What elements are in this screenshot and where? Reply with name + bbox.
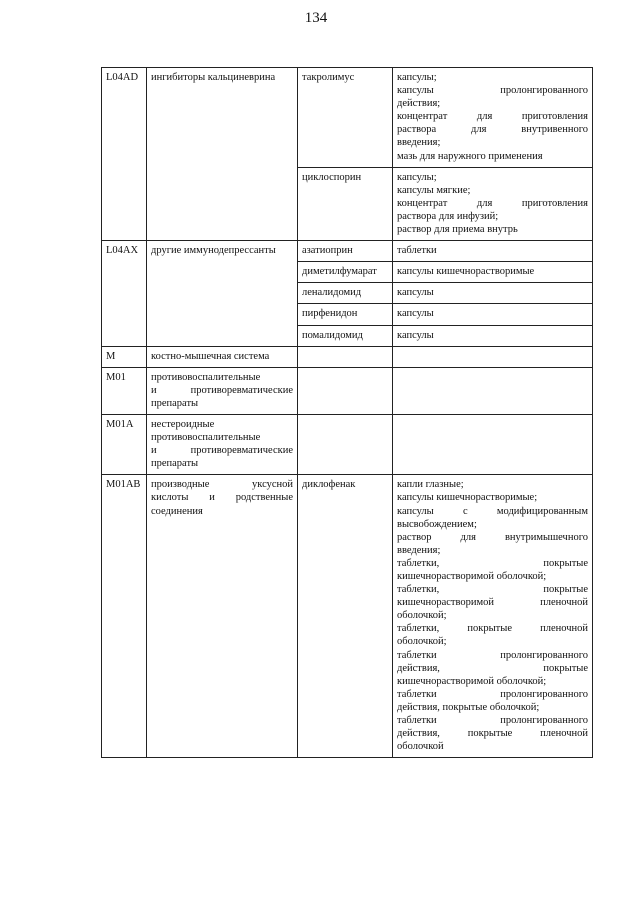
table-row: [102, 475, 593, 758]
text-line: действия, покрытые пленочной: [397, 728, 588, 740]
text-line: препараты: [151, 458, 199, 470]
text-line: мазь для наружного применения: [397, 150, 543, 162]
table-row: [102, 68, 593, 168]
text-line: капсулы пролонгированного: [397, 85, 588, 97]
drug-name-cell: циклоспорин: [298, 167, 393, 240]
text-line: препараты: [151, 397, 199, 409]
atc-code-cell: L04AX: [102, 241, 147, 346]
text-line: раствор для приема внутрь: [397, 224, 518, 236]
text-line: и противоревматические: [151, 384, 293, 396]
text-line: капсулы с модифицированным: [397, 505, 588, 517]
text-line: капсулы;: [397, 171, 437, 183]
text-line: кишечнорастворимой пленочной: [397, 597, 588, 609]
text-line: раствора для внутривенного: [397, 124, 588, 136]
table-body: [102, 68, 593, 758]
text-line: действия, покрытые оболочкой;: [397, 701, 540, 713]
text-line: концентрат для приготовления: [397, 111, 588, 123]
text-line: таблетки, покрытые: [397, 584, 588, 596]
text-line: и противоревматические: [151, 445, 293, 457]
text-line: производные уксусной: [151, 479, 293, 491]
drug-classification-table: [101, 67, 593, 758]
text-line: кишечнорастворимой оболочкой;: [397, 675, 547, 687]
text-line: таблетки пролонгированного: [397, 649, 588, 661]
anatomical-group-cell: [147, 414, 298, 474]
text-line: введения;: [397, 544, 441, 556]
text-line: высвобождением;: [397, 518, 477, 530]
dosage-forms-cell: [393, 414, 593, 474]
table-row: [102, 346, 593, 367]
text-line: капсулы мягкие;: [397, 184, 471, 196]
drug-name-cell: помалидомид: [298, 325, 393, 346]
atc-code-cell: M01: [102, 367, 147, 414]
drug-name-cell: пирфенидон: [298, 304, 393, 325]
dosage-forms-cell: [393, 262, 593, 283]
text-line: капли глазные;: [397, 479, 464, 491]
drug-name-cell: такролимус: [298, 68, 393, 168]
text-line: концентрат для приготовления: [397, 197, 588, 209]
text-line: таблетки пролонгированного: [397, 715, 588, 727]
text-line: таблетки, покрытые: [397, 557, 588, 569]
table-row: [102, 414, 593, 474]
anatomical-group-cell: [147, 367, 298, 414]
text-line: капсулы кишечнорастворимые: [397, 266, 535, 278]
drug-name-cell: леналидомид: [298, 283, 393, 304]
dosage-forms-cell: [393, 283, 593, 304]
text-line: кишечнорастворимой оболочкой;: [397, 571, 547, 582]
text-line: оболочкой: [397, 741, 444, 753]
text-line: таблетки, покрытые пленочной: [397, 623, 588, 635]
drug-name-cell: [298, 367, 393, 414]
text-line: капсулы кишечнорастворимые;: [397, 492, 538, 504]
drug-name-cell: диклофенак: [298, 475, 393, 758]
text-line: раствора для инфузий;: [397, 210, 499, 222]
dosage-forms-cell: [393, 304, 593, 325]
text-line: введения;: [397, 137, 441, 149]
anatomical-group-cell: [147, 68, 298, 241]
anatomical-group-cell: [147, 346, 298, 367]
anatomical-group-cell: [147, 475, 298, 758]
atc-code-cell: L04AD: [102, 68, 147, 241]
text-line: нестероидные: [151, 418, 215, 430]
text-line: капсулы: [397, 287, 434, 299]
dosage-forms-cell: [393, 325, 593, 346]
text-line: действия;: [397, 98, 441, 110]
text-line: таблетки: [397, 245, 437, 257]
text-line: действия, покрытые: [397, 662, 588, 674]
dosage-forms-cell: [393, 167, 593, 240]
drug-name-cell: азатиоприн: [298, 241, 393, 262]
dosage-forms-cell: [393, 241, 593, 262]
text-line: капсулы: [397, 329, 434, 341]
dosage-forms-cell: [393, 346, 593, 367]
text-line: кислоты и родственные: [151, 492, 293, 504]
text-line: противовоспалительные: [151, 371, 261, 383]
atc-code-cell: M: [102, 346, 147, 367]
atc-code-cell: M01A: [102, 414, 147, 474]
text-line: капсулы;: [397, 72, 437, 83]
text-line: раствор для внутримышечного: [397, 531, 588, 543]
page-number: 134: [304, 10, 328, 26]
text-line: противовоспалительные: [151, 432, 261, 444]
text-line: таблетки пролонгированного: [397, 688, 588, 700]
anatomical-group-cell: [147, 241, 298, 346]
text-line: капсулы: [397, 308, 434, 320]
drug-name-cell: [298, 346, 393, 367]
text-line: оболочкой;: [397, 636, 447, 648]
dosage-forms-cell: [393, 475, 593, 758]
text-line: другие иммунодепрессанты: [151, 245, 276, 257]
dosage-forms-cell: [393, 68, 593, 168]
text-line: соединения: [151, 505, 203, 517]
dosage-forms-cell: [393, 367, 593, 414]
text-line: оболочкой;: [397, 610, 447, 622]
text-line: костно-мышечная система: [151, 350, 270, 362]
table-row: [102, 241, 593, 262]
table-row: [102, 367, 593, 414]
text-line: ингибиторы кальциневрина: [151, 72, 276, 83]
drug-name-cell: [298, 414, 393, 474]
drug-name-cell: диметилфумарат: [298, 262, 393, 283]
atc-code-cell: M01AB: [102, 475, 147, 758]
